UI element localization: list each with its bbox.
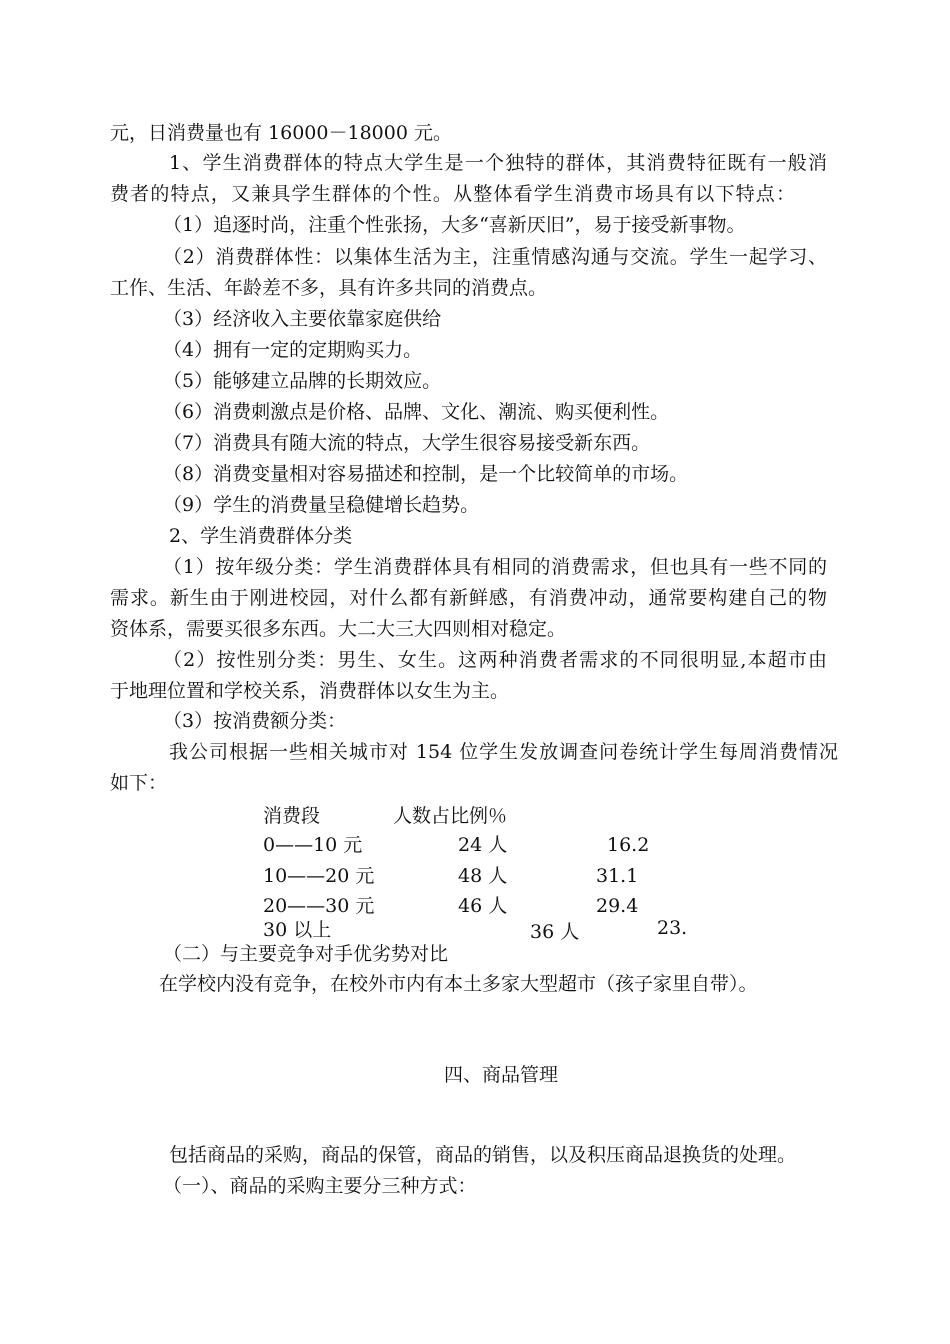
text-line: 我公司根据一些相关城市对 154 位学生发放调查问卷统计学生每周消费情况 <box>169 741 838 763</box>
list-item: （6）消费刺激点是价格、品牌、文化、潮流、购买便利性。 <box>163 401 670 423</box>
list-item: （9）学生的消费量呈稳健增长趋势。 <box>163 494 480 516</box>
table-cell-segment: 10——20 元 <box>263 865 375 887</box>
list-item: （4）拥有一定的定期购买力。 <box>163 339 423 361</box>
table-cell-segment: 20——30 元 <box>263 895 375 917</box>
section-heading: （二）与主要竞争对手优劣势对比 <box>163 943 449 965</box>
text-line: 费者的特点，又兼具学生群体的个性。从整体看学生消费市场具有以下特点： <box>110 183 795 205</box>
table-cell-ratio: 23. <box>657 917 688 939</box>
list-item: （3）经济收入主要依靠家庭供给 <box>163 308 442 330</box>
text-line: 元，日消费量也有 16000－18000 元。 <box>110 122 452 144</box>
text-line: 包括商品的采购，商品的保管，商品的销售，以及积压商品退换货的处理。 <box>169 1144 797 1166</box>
table-cell-count: 24 人 <box>458 834 508 856</box>
text-line: 于地理位置和学校关系，消费群体以女生为主。 <box>110 680 510 702</box>
list-item: （2）按性别分类：男生、女生。这两种消费者需求的不同很明显,本超市由 <box>163 649 827 671</box>
text-line: 如下： <box>110 772 168 794</box>
list-item: （7）消费具有随大流的特点，大学生很容易接受新东西。 <box>163 432 651 454</box>
subheading: 2、学生消费群体分类 <box>169 525 353 547</box>
text-line: 1、学生消费群体的特点大学生是一个独特的群体，其消费特征既有一般消 <box>169 152 827 174</box>
text-line: 工作、生活、年龄差不多，具有许多共同的消费点。 <box>110 277 548 299</box>
list-item: （3）按消费额分类： <box>163 710 347 732</box>
table-cell-count: 48 人 <box>458 865 508 887</box>
table-header-count-ratio: 人数占比例％ <box>393 805 508 827</box>
subheading: （一）、商品的采购主要分三种方式： <box>163 1175 477 1197</box>
list-item: （1）按年级分类：学生消费群体具有相同的消费需求，但也具有一些不同的 <box>163 556 827 578</box>
section-title: 四、商品管理 <box>444 1064 559 1086</box>
text-line: 资体系，需要买很多东西。大二大三大四则相对稳定。 <box>110 618 567 640</box>
table-cell-count: 36 人 <box>530 921 580 943</box>
table-cell-ratio: 29.4 <box>596 895 639 917</box>
table-header-segment: 消费段 <box>263 805 321 827</box>
text-line: 在学校内没有竞争，在校外市内有本土多家大型超市（孩子家里自带）。 <box>159 973 758 995</box>
table-cell-segment: 0——10 元 <box>263 834 363 856</box>
list-item: （1）追逐时尚，注重个性张扬，大多“喜新厌旧”，易于接受新事物。 <box>163 214 746 236</box>
table-cell-count: 46 人 <box>458 895 508 917</box>
list-item: （2）消费群体性：以集体生活为主，注重情感沟通与交流。学生一起学习、 <box>163 246 827 268</box>
list-item: （5）能够建立品牌的长期效应。 <box>163 370 442 392</box>
list-item: （8）消费变量相对容易描述和控制，是一个比较简单的市场。 <box>163 463 689 485</box>
table-cell-ratio: 31.1 <box>596 865 639 887</box>
text-line: 需求。新生由于刚进校园，对什么都有新鲜感，有消费冲动，通常要构建自己的物 <box>110 587 827 609</box>
table-cell-segment: 30 以上 <box>263 919 332 941</box>
table-cell-ratio: 16.2 <box>607 834 650 856</box>
